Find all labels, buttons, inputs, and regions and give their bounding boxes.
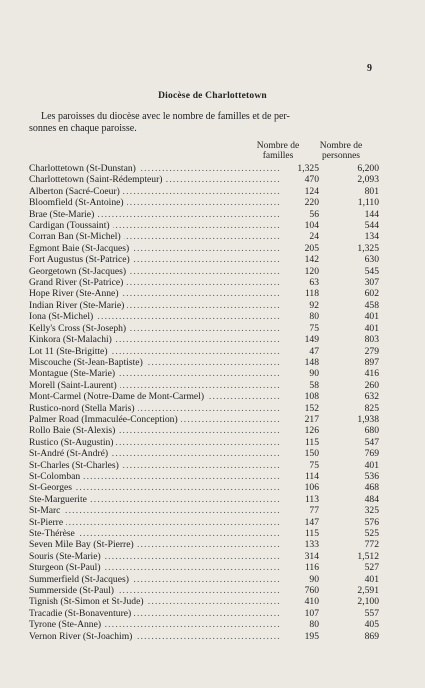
table-row	[29, 346, 379, 357]
table-row	[29, 574, 379, 585]
parish-name: Rollo Baie (St-Alexis)	[29, 425, 118, 436]
families-count: 47	[309, 345, 319, 357]
parish-name: Fort Augustus (St-Patrice)	[29, 254, 133, 265]
parish-name: Hope River (Ste-Anne)	[29, 288, 122, 299]
persons-count: 536	[364, 470, 379, 482]
table-row	[29, 517, 379, 528]
persons-count: 401	[364, 573, 379, 585]
table-row	[29, 231, 379, 242]
persons-count: 602	[364, 288, 379, 300]
persons-count: 468	[364, 482, 379, 494]
table-row	[29, 311, 379, 322]
persons-count: 279	[364, 345, 379, 357]
persons-count: 576	[364, 516, 379, 528]
families-count: 410	[304, 596, 319, 608]
table-row	[29, 562, 379, 573]
table-row	[29, 596, 379, 607]
parish-name: Morell (Saint-Laurent)	[29, 380, 120, 391]
parish-name: St-Pierre	[29, 517, 66, 528]
families-count: 104	[304, 220, 319, 232]
families-count: 107	[304, 607, 319, 619]
table-row	[29, 505, 379, 516]
families-count: 220	[304, 197, 319, 209]
parish-name: Charlottetown (St-Dunstan)	[29, 163, 139, 174]
parish-name: Bloomfield (St-Antoine)	[29, 197, 127, 208]
table-row	[29, 186, 379, 197]
families-count: 126	[304, 425, 319, 437]
persons-count: 401	[364, 311, 379, 323]
persons-count: 134	[364, 231, 379, 243]
families-count: 56	[309, 208, 319, 220]
persons-count: 527	[364, 562, 379, 574]
persons-count: 2,591	[357, 585, 379, 597]
families-count: 118	[304, 288, 319, 300]
families-count: 75	[309, 459, 319, 471]
table-row	[29, 539, 379, 550]
parish-name: Corran Ban (St-Michel)	[29, 231, 124, 242]
families-count: 92	[309, 299, 319, 311]
parish-name: Rustico-nord (Stella Maris)	[29, 403, 138, 414]
families-count: 75	[309, 322, 319, 334]
families-count: 113	[304, 493, 319, 505]
table-row	[29, 471, 379, 482]
persons-column-header: Nombre de personnes	[319, 141, 363, 161]
table-row	[29, 585, 379, 596]
families-count: 217	[304, 413, 319, 425]
parish-name: Souris (Ste-Marie)	[29, 551, 104, 562]
families-count: 142	[304, 254, 319, 266]
table-row	[29, 174, 379, 185]
persons-count: 803	[364, 334, 379, 346]
families-count: 116	[304, 562, 319, 574]
parish-name: Sturgeon (St-Paul)	[29, 562, 104, 573]
table-row	[29, 448, 379, 459]
table-row	[29, 403, 379, 414]
persons-count: 307	[364, 277, 379, 289]
families-count: 470	[304, 174, 319, 186]
families-count: 124	[304, 185, 319, 197]
table-row	[29, 163, 379, 174]
parish-name: St-Marc	[29, 505, 63, 516]
families-count: 80	[309, 311, 319, 323]
table-row	[29, 323, 379, 334]
table-row	[29, 243, 379, 254]
leader-dots	[29, 505, 279, 516]
persons-count: 416	[364, 368, 379, 380]
families-count: 106	[304, 482, 319, 494]
persons-count: 401	[364, 459, 379, 471]
families-count: 120	[304, 265, 319, 277]
parish-name: Mont-Carmel (Notre-Dame de Mont-Carmel)	[29, 391, 207, 402]
persons-count: 557	[364, 607, 379, 619]
intro-paragraph	[29, 111, 379, 135]
persons-count: 260	[364, 379, 379, 391]
families-count: 58	[309, 379, 319, 391]
families-count: 63	[309, 277, 319, 289]
persons-count: 1,938	[357, 413, 379, 425]
families-count: 108	[304, 391, 319, 403]
persons-count: 545	[364, 265, 379, 277]
table-row	[29, 608, 379, 619]
persons-count: 547	[364, 436, 379, 448]
parish-name: Indian River (Ste-Marie)	[29, 300, 127, 311]
families-count: 24	[309, 231, 319, 243]
table-row	[29, 619, 379, 630]
parish-name: Ste-Marguerite	[29, 494, 90, 505]
page-number: 9	[367, 63, 372, 74]
persons-count: 458	[364, 299, 379, 311]
parish-name: Vernon River (St-Joachim)	[29, 631, 135, 642]
table-row	[29, 300, 379, 311]
parish-name: Georgetown (St-Jacques)	[29, 266, 129, 277]
table-row	[29, 368, 379, 379]
families-count: 149	[304, 334, 319, 346]
parish-name: Alberton (Sacré-Coeur)	[29, 186, 123, 197]
parish-name: St-Georges	[29, 482, 75, 493]
table-row	[29, 551, 379, 562]
persons-count: 401	[364, 322, 379, 334]
persons-count: 630	[364, 254, 379, 266]
persons-count: 325	[364, 505, 379, 517]
parish-name: Cardigan (Toussaint)	[29, 220, 113, 231]
table-row	[29, 482, 379, 493]
parish-name: Egmont Baie (St-Jacques)	[29, 243, 132, 254]
persons-count: 544	[364, 220, 379, 232]
families-count: 760	[304, 585, 319, 597]
families-count: 90	[309, 368, 319, 380]
families-count: 77	[309, 505, 319, 517]
parish-name: Charlottetown (Saint-Rédempteur)	[29, 174, 165, 185]
parish-name: St-Charles (St-Charles)	[29, 460, 122, 471]
families-count: 314	[304, 550, 319, 562]
parish-name: Tyrone (Ste-Anne)	[29, 619, 104, 630]
parish-name: Kelly's Cross (St-Joseph)	[29, 323, 129, 334]
table-row	[29, 391, 379, 402]
table-row	[29, 494, 379, 505]
parish-name: Kinkora (St-Malachi)	[29, 334, 115, 345]
parish-name: Grand River (St-Patrice)	[29, 277, 126, 288]
table-row	[29, 425, 379, 436]
families-count: 152	[304, 402, 319, 414]
persons-count: 6,200	[357, 163, 379, 174]
parish-name: Tignish (St-Simon et St-Jude)	[29, 596, 147, 607]
table-row	[29, 437, 379, 448]
page-title: Diocèse de Charlottetown	[158, 91, 267, 101]
persons-count: 2,100	[357, 596, 379, 608]
persons-count: 801	[364, 185, 379, 197]
parish-name: Summerfield (St-Jacques)	[29, 574, 132, 585]
families-count: 147	[304, 516, 319, 528]
parish-name: Miscouche (St-Jean-Baptiste)	[29, 357, 146, 368]
families-count: 115	[304, 436, 319, 448]
table-row	[29, 288, 379, 299]
persons-count: 632	[364, 391, 379, 403]
table-row	[29, 197, 379, 208]
table-row	[29, 414, 379, 425]
families-count: 80	[309, 619, 319, 631]
persons-count: 869	[364, 630, 379, 642]
parish-name: St-Colomban	[29, 471, 83, 482]
persons-count: 769	[364, 448, 379, 460]
persons-count: 405	[364, 619, 379, 631]
table-row	[29, 254, 379, 265]
families-count: 148	[304, 356, 319, 368]
families-count: 150	[304, 448, 319, 460]
persons-count: 484	[364, 493, 379, 505]
persons-count: 1,110	[357, 197, 379, 209]
table-row	[29, 209, 379, 220]
persons-count: 144	[364, 208, 379, 220]
families-count: 1,325	[297, 163, 319, 174]
families-count: 133	[304, 539, 319, 551]
persons-count: 1,512	[357, 550, 379, 562]
persons-count: 897	[364, 356, 379, 368]
table-row	[29, 220, 379, 231]
table-row	[29, 528, 379, 539]
families-column-header: Nombre de familles	[256, 141, 300, 161]
table-row	[29, 277, 379, 288]
families-count: 90	[309, 573, 319, 585]
families-count: 195	[304, 630, 319, 642]
parish-name: Rustico (St-Augustin)	[29, 437, 116, 448]
leader-dots	[29, 517, 279, 528]
parish-name: Brae (Ste-Marie)	[29, 209, 97, 220]
intro-line: Les paroisses du diocèse avec le nombre de familles et de per-	[41, 111, 290, 122]
parish-name: Montague (Ste-Marie)	[29, 368, 118, 379]
persons-count: 1,325	[357, 242, 379, 254]
parish-name: Lot 11 (Ste-Brigitte)	[29, 346, 111, 357]
parish-name: Summerside (St-Paul)	[29, 585, 117, 596]
table-row	[29, 266, 379, 277]
persons-count: 2,093	[357, 174, 379, 186]
table-row	[29, 380, 379, 391]
parish-name: Seven Mile Bay (St-Pierre)	[29, 539, 137, 550]
parish-name: Iona (St-Michel)	[29, 311, 96, 322]
parish-name: Tracadie (St-Bonaventure)	[29, 608, 134, 619]
table-row	[29, 460, 379, 471]
families-count: 114	[304, 470, 319, 482]
parish-name: Ste-Thérèse	[29, 528, 78, 539]
persons-count: 825	[364, 402, 379, 414]
parish-name: Palmer Road (Immaculée-Conception)	[29, 414, 181, 425]
families-count: 115	[304, 528, 319, 539]
table-row	[29, 334, 379, 345]
parish-name: St-André (St-André)	[29, 448, 111, 459]
families-count: 205	[304, 242, 319, 254]
persons-count: 680	[364, 425, 379, 437]
persons-count: 525	[364, 528, 379, 539]
persons-count: 772	[364, 539, 379, 551]
table-row	[29, 631, 379, 642]
intro-line: sonnes en chaque paroisse.	[29, 123, 137, 134]
table-row	[29, 357, 379, 368]
parish-table	[29, 163, 379, 642]
